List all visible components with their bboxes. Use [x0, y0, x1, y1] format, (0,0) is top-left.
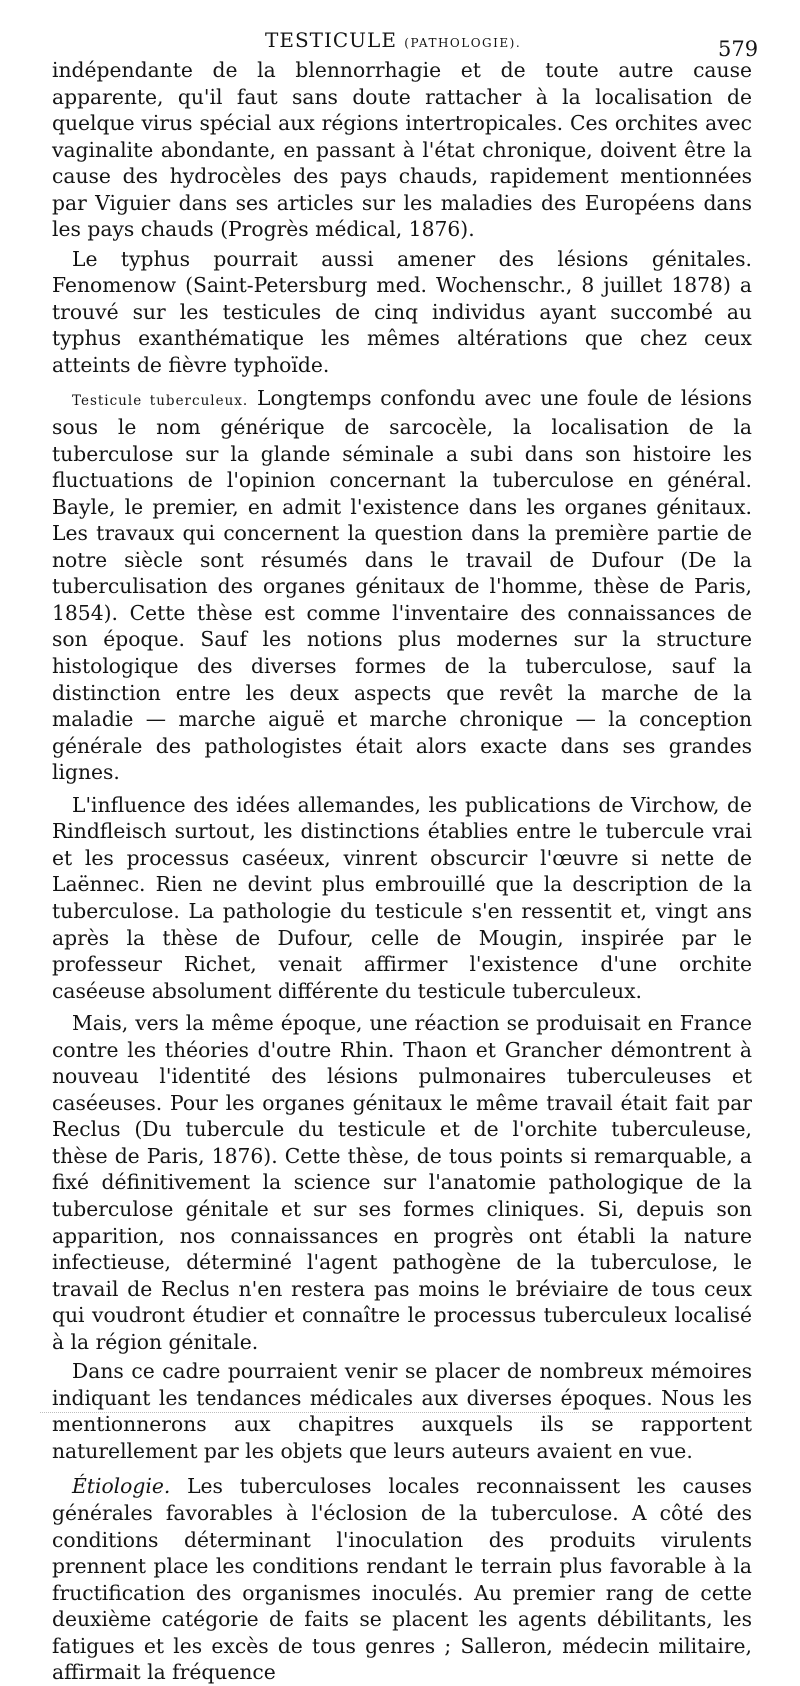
- paragraph-memoires: Dans ce cadre pourraient venir se placer de nombreux mémoires indiquant les tendances médicales aux diverses époques. Nous les mentionnerons aux chapitres auxquels ils se rapportent naturellement par les objets que leurs auteurs avaient en vue.: [52, 1359, 752, 1463]
- paragraph-orchites-continuation: indépendante de la blennorrhagie et de toute autre cause apparente, qu'il faut sans doute rattacher à la localisation de quelque virus spécial aux régions intertropicales. Ces orchites avec vaginalite abondante, en passant à l'état chronique, doivent être la cause des hydrocèles des pays chauds, rapidement mentionnées par Viguier dans ses articles sur les maladies des Européens dans les pays chauds (Progrès médical, 1876).: [52, 58, 752, 242]
- running-title-main: TESTICULE: [265, 28, 397, 52]
- section-head-etiologie: Étiologie.: [72, 1474, 171, 1499]
- page-body: [52, 57, 752, 1686]
- page-number: 579: [718, 37, 759, 61]
- paragraph-testicule-tuberculeux: [52, 385, 752, 786]
- running-title: [265, 28, 521, 52]
- footer-scan-line: [40, 1412, 745, 1413]
- paragraph-reaction-france: Mais, vers la même époque, une réaction se produisait en France contre les théories d'outre Rhin. Thaon et Grancher démontrent à nouveau l'identité des lésions pulmonaires tuberculeuses et caséeuses. Pour les organes génitaux le même travail était fait par Reclus (Du tubercule du testicule et de l'orchite tuberculeuse, thèse de Paris, 1876). Cette thèse, de tous points si remarquable, a fixé définitivement la science sur l'anatomie pathologique de la tuberculose génitale et sur ses formes cliniques. Si, depuis son apparition, nos connaissances en progrès ont établi la nature infectieuse, déterminé l'agent pathogène de la tuberculose, le travail de Reclus n'en restera pas moins le bréviaire de tous ceux qui voudront étudier et connaître le processus tuberculeux localisé à la région génitale.: [52, 1011, 752, 1354]
- paragraph-testicule-tuberculeux-text: Longtemps confondu avec une foule de lésions sous le nom générique de sarcocèle, la localisation de la tuberculose sur la glande séminale a subi dans son histoire les fluctuations de l'opinion concernant la tuberculose en général. Bayle, le premier, en admit l'existence dans les organes génitaux. Les travaux qui concernent la question dans la première partie de notre siècle sont résumés dans le travail de Dufour (De la tuberculisation des organes génitaux de l'homme, thèse de Paris, 1854). Cette thèse est comme l'inventaire des connaissances de son époque. Sauf les notions plus modernes sur la structure histologique des diverses formes de la tuberculose, sauf la distinction entre les deux aspects que revêt la marche de la maladie — marche aiguë et marche chronique — la conception générale des pathologistes était alors exacte dans ses grandes lignes.: [52, 385, 752, 785]
- page-header: [0, 14, 800, 61]
- section-head-tuberculeux: Testicule tuberculeux.: [72, 392, 249, 409]
- paragraph-etiologie: [52, 1473, 752, 1685]
- paragraph-etiologie-text: Les tuberculoses locales reconnaissent les causes générales favorables à l'éclosion de la tuberculose. A côté des conditions déterminant l'inoculation des produits virulents prennent place les conditions rendant le terrain plus favorable à la fructification des organismes inoculés. Au premier rang de cette deuxième catégorie de faits se placent les agents débilitants, les fatigues et les excès de tous genres ; Salleron, médecin militaire, affirmait la fréquence: [52, 1474, 752, 1685]
- running-title-sub: (PATHOLOGIE).: [404, 36, 522, 50]
- paragraph-idees-allemandes: L'influence des idées allemandes, les publications de Virchow, de Rindfleisch surtout, les distinctions établies entre le tubercule vrai et les processus caséeux, vinrent obscurcir l'œuvre si nette de Laënnec. Rien ne devint plus embrouillé que la description de la tuberculose. La pathologie du testicule s'en ressentit et, vingt ans après la thèse de Dufour, celle de Mougin, inspirée par le professeur Richet, venait affirmer l'existence d'une orchite caséeuse absolument différente du testicule tuberculeux.: [52, 792, 752, 1003]
- paragraph-typhus: Le typhus pourrait aussi amener des lésions génitales. Fenomenow (Saint-Petersburg med. Wochenschr., 8 juillet 1878) a trouvé sur les testicules de cinq individus ayant succombé au typhus exanthématique les mêmes altérations que chez ceux atteints de fièvre typhoïde.: [52, 246, 752, 378]
